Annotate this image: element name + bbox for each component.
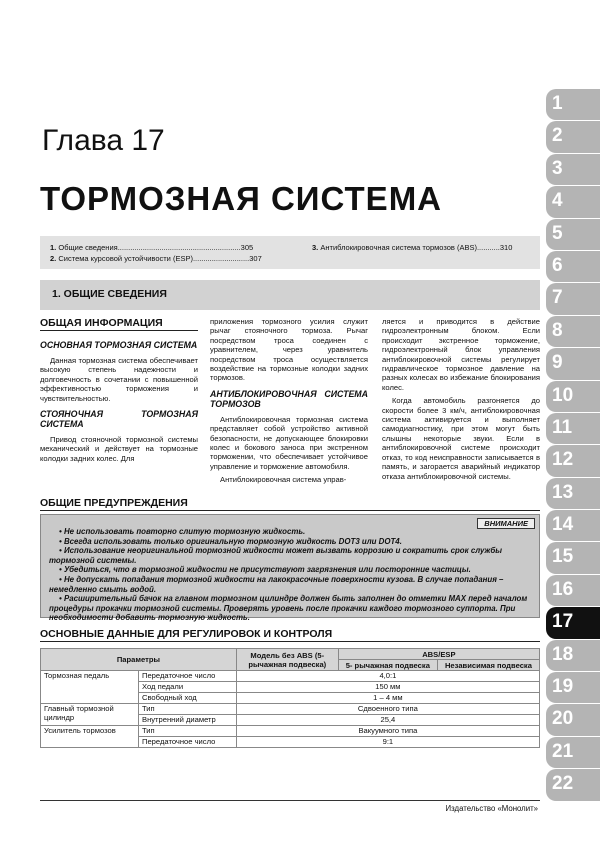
group-label: Усилитель тормозов [41, 726, 139, 748]
chapter-tab-8[interactable] [546, 316, 600, 348]
footer-divider [40, 800, 540, 801]
table-row [41, 726, 540, 737]
chapter-tab-11[interactable] [546, 413, 600, 445]
chapter-tab-13[interactable] [546, 478, 600, 510]
tab-number: 2 [552, 125, 563, 147]
param-value: Вакуумного типа [236, 726, 539, 737]
tab-number: 6 [552, 254, 563, 276]
param-value: 9:1 [236, 737, 539, 748]
chapter-tab-20[interactable] [546, 704, 600, 736]
chapter-tab-7[interactable] [546, 283, 600, 315]
paragraph: приложения тормозного усилия служит рычаг стояночного тормоза. Рычаг посредством троса соединен с уравнителем, через уравнитель посредством троса осуществляется воздействие на тормозные колодки задних тормозов. [210, 317, 368, 383]
param-value: 4,0:1 [236, 671, 539, 682]
tab-number: 11 [552, 416, 573, 438]
paragraph: Антиблокировочная система управ- [220, 475, 347, 485]
param-label: Внутренний диаметр [139, 715, 237, 726]
toc-label: Антиблокировочная система тормозов (ABS) [320, 243, 477, 252]
chapter-tab-16[interactable] [546, 575, 600, 607]
param-value: 150 мм [236, 682, 539, 693]
warning-item: • Всегда использовать только оригинальную тормозную жидкость DOT3 или DOT4. [59, 536, 402, 546]
tab-number: 8 [552, 319, 563, 341]
text-column-3 [382, 317, 540, 485]
chapter-tab-2[interactable] [546, 121, 600, 153]
header-params: Параметры [41, 649, 237, 671]
section-title: 1. ОБЩИЕ СВЕДЕНИЯ [52, 288, 167, 300]
toc-dots: ........................... [192, 254, 250, 263]
chapter-tabs [546, 89, 600, 802]
chapter-tab-10[interactable] [546, 381, 600, 413]
tab-number: 10 [552, 384, 574, 406]
tab-number: 18 [552, 643, 574, 665]
paragraph: Привод стояночной тормозной системы механический и действует на тормозные колодки задних колес. Для [40, 435, 198, 463]
tab-number: 22 [552, 773, 574, 795]
header-abs-esp: ABS/ESP [338, 649, 539, 660]
param-label: Тип [139, 726, 237, 737]
text-column-2 [210, 317, 368, 489]
toc-num: 1. [50, 243, 57, 252]
param-label: Передаточное число [139, 737, 237, 748]
tab-number: 17 [552, 611, 574, 633]
chapter-label: Глава 17 [42, 124, 165, 157]
text-column-1 [40, 340, 198, 467]
tab-number: 9 [552, 352, 563, 374]
group-label: Тормозная педаль [41, 671, 139, 704]
tab-number: 5 [552, 222, 563, 244]
chapter-tab-1[interactable] [546, 89, 600, 121]
toc-num: 3. [312, 243, 319, 252]
table-row [41, 671, 540, 682]
warning-item: • Расширительный бачок на главном тормозном цилиндре должен быть заполнен до отметки MAX перед началом процедуры прокачки тормозной системы. Проверять уровень после прокачки каждого тормозного суппорта. При необходимости добавить тормозную жидкость. [49, 594, 528, 623]
chapter-tab-21[interactable] [546, 737, 600, 769]
warning-item: • Использование неоригинальной тормозной жидкости может вызвать коррозию и сократить срок службы тормозной системы. [49, 546, 503, 565]
tab-number: 12 [552, 449, 574, 471]
heading-specs-table: ОСНОВНЫЕ ДАННЫЕ ДЛЯ РЕГУЛИРОВОК И КОНТРОЛЯ [40, 628, 540, 642]
paragraph: Данная тормозная система обеспечивает высокую степень надежности и долговечность в сочетании с повышенной эффективностью торможения и чувствительностью. [40, 356, 198, 403]
chapter-tab-6[interactable] [546, 251, 600, 283]
chapter-tab-22[interactable] [546, 769, 600, 801]
toc-dots: ........................................................... [117, 243, 241, 252]
header-model-no-abs: Модель без ABS (5- рычажная подвеска) [236, 649, 338, 671]
group-label: Главный тормозной цилиндр [41, 704, 139, 726]
table-of-contents [40, 236, 540, 269]
subheading: АНТИБЛОКИРОВОЧНАЯ СИСТЕМА ТОРМОЗОВ [210, 388, 368, 409]
toc-page: 307 [249, 254, 262, 263]
chapter-tab-3[interactable] [546, 154, 600, 186]
toc-item-2[interactable] [50, 254, 262, 263]
subheading: ОСНОВНАЯ ТОРМОЗНАЯ СИСТЕМА [40, 340, 198, 350]
tab-number: 3 [552, 157, 563, 179]
heading-general-info: ОБЩАЯ ИНФОРМАЦИЯ [40, 317, 198, 331]
toc-label: Общие сведения [58, 243, 118, 252]
specs-table [40, 648, 540, 748]
chapter-tab-19[interactable] [546, 672, 600, 704]
tab-number: 4 [552, 190, 563, 212]
chapter-tab-14[interactable] [546, 510, 600, 542]
warning-list [49, 527, 535, 623]
param-label: Ход педали [139, 682, 237, 693]
header-independent: Независимая подвеска [437, 660, 539, 671]
warning-box [40, 514, 540, 623]
toc-page: 310 [499, 243, 513, 252]
chapter-tab-5[interactable] [546, 219, 600, 251]
warning-badge: ВНИМАНИЕ [477, 518, 535, 529]
chapter-tab-9[interactable] [546, 348, 600, 380]
tab-number: 1 [552, 93, 563, 114]
tab-number: 19 [552, 676, 574, 698]
chapter-tab-18[interactable] [546, 640, 600, 672]
toc-item-1[interactable] [50, 243, 253, 252]
param-label: Свободный ход [139, 693, 237, 704]
paragraph: ляется и приводится в действие гидроэлектронным блоком. Если происходит экстренное торможение, гидроэлектронный блок управления антиблокировочной системы регулирует гидравлическое тормозное давление на разных колесах во избежание блокирования колес. [382, 317, 540, 392]
publisher-footer: Издательство «Монолит» [445, 804, 538, 813]
param-value: 1 – 4 мм [236, 693, 539, 704]
tab-number: 14 [552, 514, 574, 536]
param-value: Сдвоенного типа [236, 704, 539, 715]
warning-item: • Не использовать повторно слитую тормозную жидкость. [59, 527, 306, 536]
section-header [40, 280, 540, 310]
chapter-tab-12[interactable] [546, 445, 600, 477]
param-label: Тип [139, 704, 237, 715]
toc-label: Система курсовой устойчивости (ESP) [58, 254, 193, 263]
tab-number: 15 [552, 546, 574, 568]
toc-num: 2. [50, 254, 57, 263]
table-row [41, 704, 540, 715]
param-value: 25,4 [236, 715, 539, 726]
warning-item: • Убедиться, что в тормозной жидкости не присутствуют загрязнения или посторонние частицы. [59, 565, 471, 575]
header-5-lever: 5- рычажная подвеска [338, 660, 437, 671]
tab-number: 13 [552, 481, 574, 503]
chapter-tab-4[interactable] [546, 186, 600, 218]
chapter-tab-15[interactable] [546, 542, 600, 574]
chapter-tab-17[interactable] [546, 607, 600, 639]
subheading: СТОЯНОЧНАЯ ТОРМОЗНАЯ СИСТЕМА [40, 409, 198, 430]
tab-number: 7 [552, 287, 563, 309]
toc-dots: ........... [476, 243, 500, 252]
warning-item: • Не допускать попадания тормозной жидкости на лакокрасочные поверхности кузова. В случае попадания – немедленно смыть водой. [49, 574, 504, 594]
page-title: ТОРМОЗНАЯ СИСТЕМА [40, 180, 443, 217]
tab-number: 20 [552, 708, 574, 730]
tab-number: 16 [552, 578, 574, 600]
param-label: Передаточное число [139, 671, 237, 682]
toc-page: 305 [240, 243, 254, 252]
heading-warnings: ОБЩИЕ ПРЕДУПРЕЖДЕНИЯ [40, 497, 540, 511]
paragraph: Антиблокировочная тормозная система представляет собой устройство активной безопасности, не допускающее блокировки колес и бокового заноса при экстренном торможении, что обеспечивает устойчивое управление и торможение автомобиля. [210, 414, 368, 471]
toc-item-3[interactable] [312, 243, 512, 252]
tab-number: 21 [552, 740, 574, 762]
paragraph: Когда автомобиль разгоняется до скорости более 3 км/ч, антиблокировочная система активируется и выполняет самодиагностику, при этом могут быть слышны некоторые звуки. Если в антиблокировочной системе происходит отказ, то код неисправности записывается в память, и загорается аварийный индикатор отказа антиблокировочной системы. [382, 396, 540, 481]
